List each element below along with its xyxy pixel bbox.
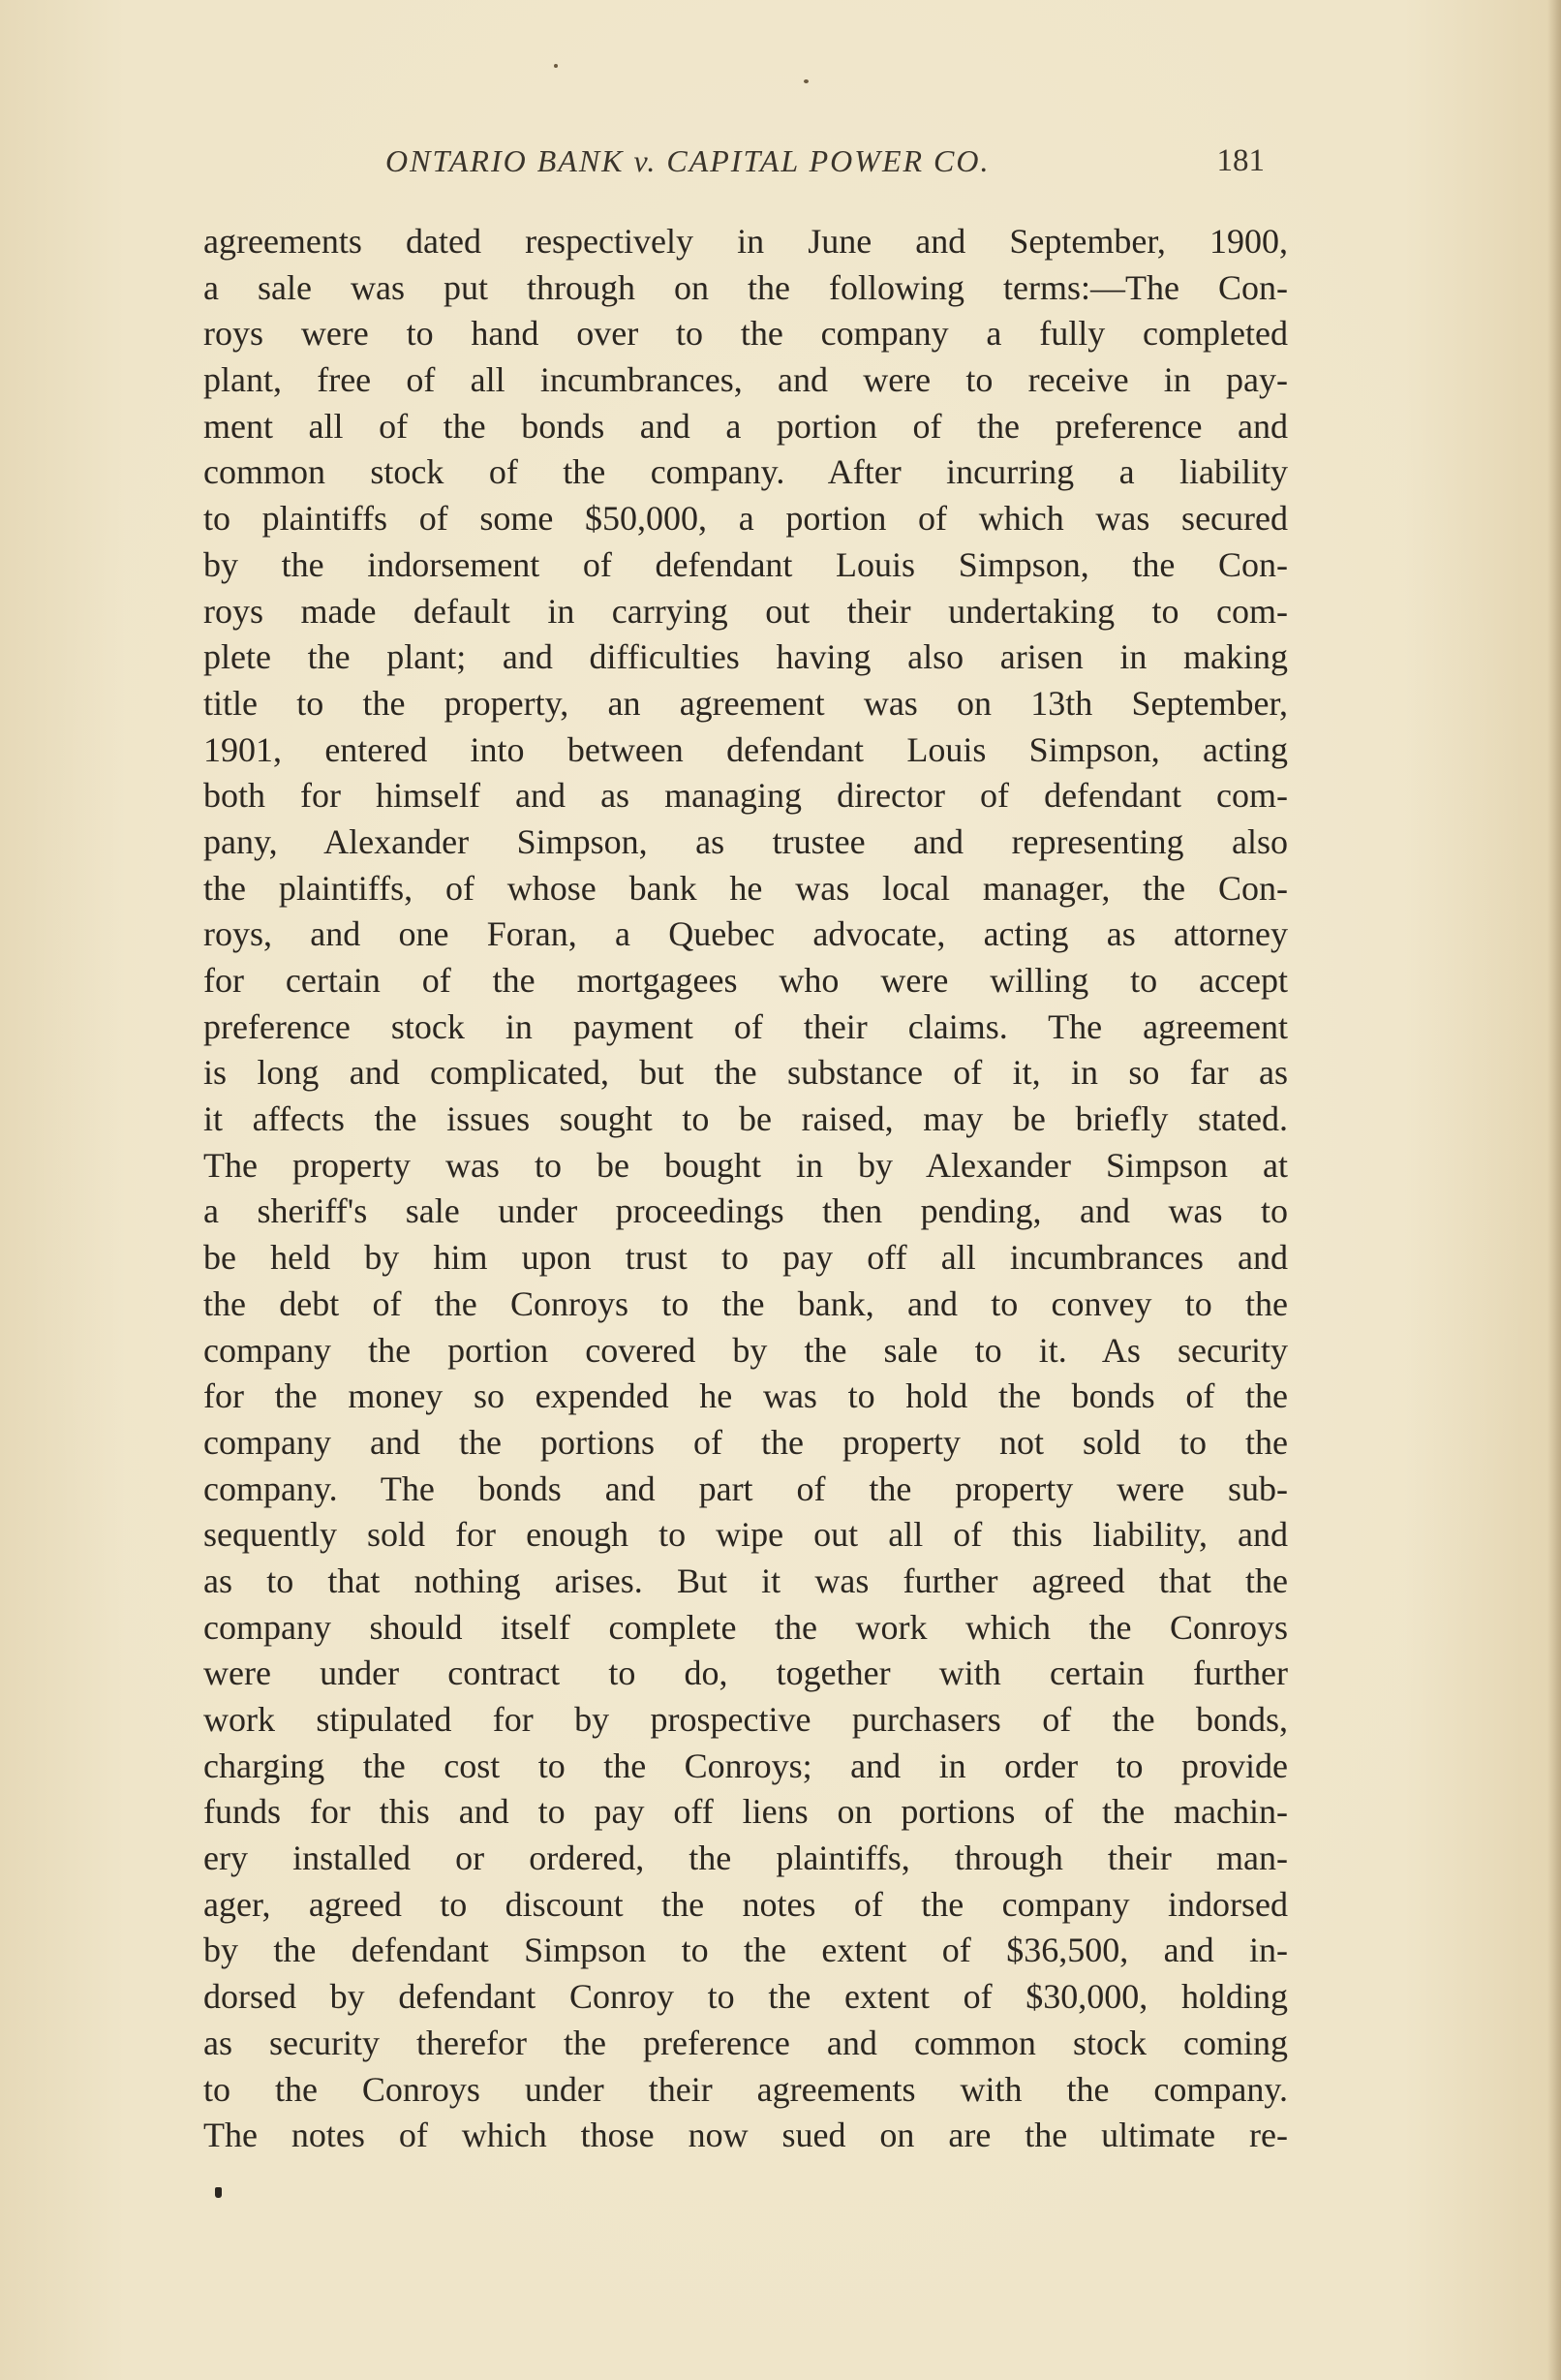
text-line: work stipulated for by prospective purchasers of the bonds, <box>203 1700 1288 1739</box>
text-line: charging the cost to the Conroys; and in order to provide <box>203 1746 1288 1785</box>
text-line: company the portion covered by the sale to it. As security <box>203 1330 1288 1370</box>
text-line: roys were to hand over to the company a fully completed <box>203 314 1288 354</box>
text-line: the plaintiffs, of whose bank he was local manager, the Con- <box>203 868 1288 908</box>
text-line: plant, free of all incumbrances, and were to receive in pay- <box>203 360 1288 400</box>
text-line: common stock of the company. After incurring a liability <box>203 452 1288 492</box>
text-line: be held by him upon trust to pay off all incumbrances and <box>203 1238 1288 1278</box>
page-number: 181 <box>1216 143 1265 178</box>
text-line: title to the property, an agreement was on 13th September, <box>203 683 1288 723</box>
running-head <box>385 143 1265 192</box>
text-line: sequently sold for enough to wipe out all of this liability, and <box>203 1515 1288 1555</box>
paper-speck <box>804 79 809 83</box>
text-line: by the defendant Simpson to the extent of $36,500, and in- <box>203 1931 1288 1970</box>
text-line: ager, agreed to discount the notes of the company indorsed <box>203 1884 1288 1924</box>
text-line: The property was to be bought in by Alexander Simpson at <box>203 1145 1288 1185</box>
text-line: funds for this and to pay off liens on portions of the machin- <box>203 1792 1288 1832</box>
text-line: the debt of the Conroys to the bank, and to convey to the <box>203 1283 1288 1323</box>
paper-speck <box>554 64 558 68</box>
text-line: a sale was put through on the following terms:—The Con- <box>203 267 1288 307</box>
text-line: 1901, entered into between defendant Louis Simpson, acting <box>203 729 1288 769</box>
text-line: for the money so expended he was to hold the bonds of the <box>203 1376 1288 1416</box>
text-line: The notes of which those now sued on are the ultimate re- <box>203 2116 1288 2155</box>
printer-mark <box>215 2187 222 2198</box>
page-spine-shadow <box>1547 0 1561 2380</box>
running-title: ONTARIO BANK v. CAPITAL POWER CO. <box>385 143 991 178</box>
text-line: as security therefor the preference and common stock coming <box>203 2023 1288 2062</box>
text-line: to plaintiffs of some $50,000, a portion of which was secured <box>203 499 1288 539</box>
text-line: both for himself and as managing director of defendant com- <box>203 776 1288 816</box>
text-line: by the indorsement of defendant Louis Simpson, the Con- <box>203 544 1288 584</box>
text-line: roys, and one Foran, a Quebec advocate, acting as attorney <box>203 914 1288 954</box>
text-line: to the Conroys under their agreements with the company. <box>203 2069 1288 2109</box>
text-line: ment all of the bonds and a portion of the preference and <box>203 406 1288 446</box>
text-line: agreements dated respectively in June and September, 1900, <box>203 222 1288 261</box>
text-line: roys made default in carrying out their undertaking to com- <box>203 591 1288 631</box>
text-line: dorsed by defendant Conroy to the extent of $30,000, holding <box>203 1977 1288 2017</box>
text-line: a sheriff's sale under proceedings then pending, and was to <box>203 1191 1288 1231</box>
text-line: company and the portions of the property not sold to the <box>203 1422 1288 1462</box>
text-line: is long and complicated, but the substance of it, in so far as <box>203 1053 1288 1093</box>
text-line: pany, Alexander Simpson, as trustee and representing also <box>203 821 1288 861</box>
text-line: preference stock in payment of their claims. The agreement <box>203 1006 1288 1046</box>
text-line: company. The bonds and part of the property were sub- <box>203 1468 1288 1508</box>
text-line: it affects the issues sought to be raised, may be briefly stated. <box>203 1099 1288 1139</box>
text-line: plete the plant; and difficulties having also arisen in making <box>203 637 1288 677</box>
text-line: for certain of the mortgagees who were willing to accept <box>203 961 1288 1000</box>
body-text <box>203 219 1288 2159</box>
text-line: as to that nothing arises. But it was further agreed that the <box>203 1561 1288 1600</box>
text-line: company should itself complete the work which the Conroys <box>203 1607 1288 1647</box>
text-line: were under contract to do, together with certain further <box>203 1654 1288 1693</box>
text-line: ery installed or ordered, the plaintiffs, through their man- <box>203 1839 1288 1878</box>
